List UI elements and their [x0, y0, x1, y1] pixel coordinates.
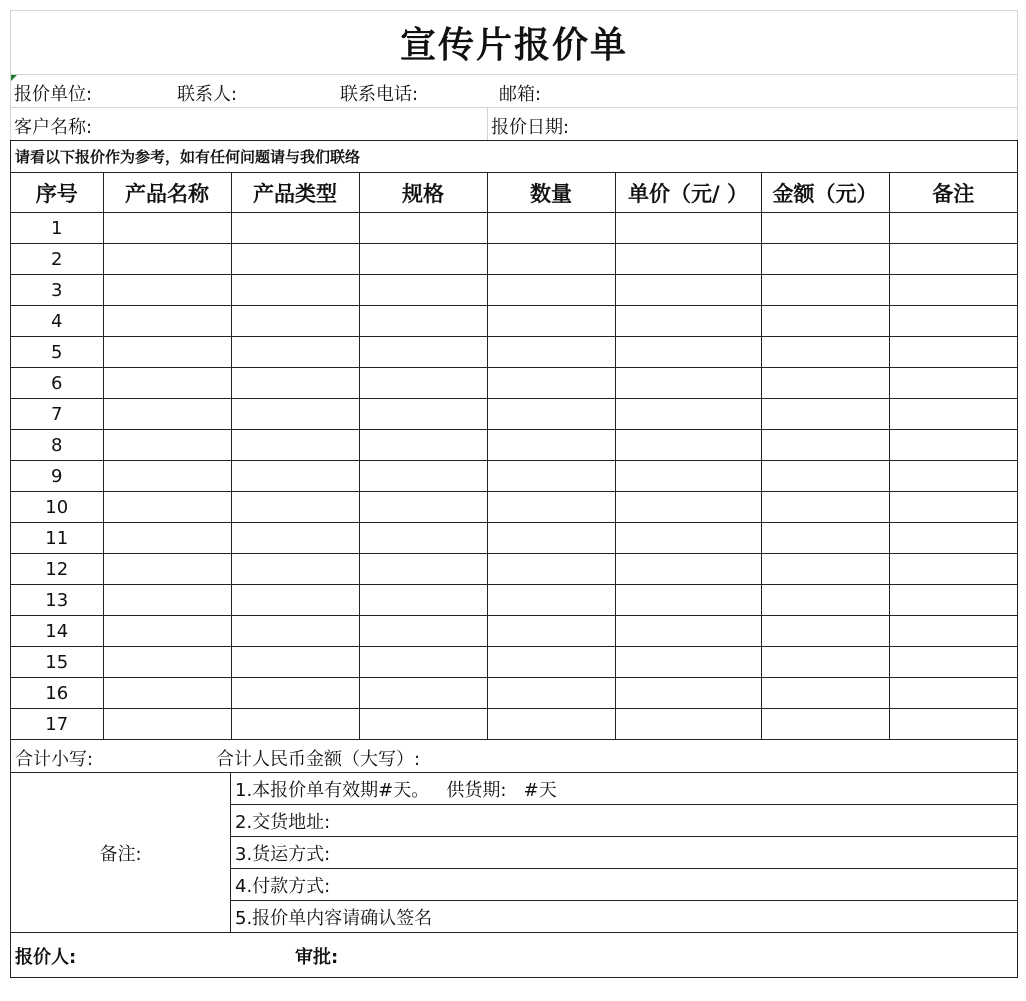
column-header[interactable]: 产品类型	[231, 173, 359, 213]
row-number-cell[interactable]: 15	[11, 647, 103, 678]
table-row	[11, 399, 1017, 430]
note-item[interactable]: 3.货运方式:	[231, 837, 1017, 869]
table-cell[interactable]	[889, 461, 1017, 492]
table-cell[interactable]	[761, 430, 889, 461]
table-cell[interactable]	[359, 554, 487, 585]
table-cell[interactable]	[761, 306, 889, 337]
table-row	[11, 213, 1017, 244]
table-row	[11, 523, 1017, 554]
table-cell[interactable]	[103, 430, 231, 461]
table-cell[interactable]	[231, 709, 359, 740]
table-cell[interactable]	[359, 275, 487, 306]
table-cell[interactable]	[889, 368, 1017, 399]
table-header-row	[11, 173, 1017, 213]
table-cell[interactable]	[761, 492, 889, 523]
table-cell[interactable]	[761, 554, 889, 585]
table-cell[interactable]	[103, 678, 231, 709]
row-number-cell[interactable]: 2	[11, 244, 103, 275]
info-row-2	[10, 107, 1018, 140]
table-cell[interactable]	[487, 337, 615, 368]
table-cell[interactable]	[487, 523, 615, 554]
table-cell[interactable]	[231, 430, 359, 461]
notes-section	[11, 773, 1017, 933]
table-cell[interactable]	[487, 461, 615, 492]
table-cell[interactable]	[615, 306, 761, 337]
table-cell[interactable]	[761, 647, 889, 678]
table-cell[interactable]	[359, 399, 487, 430]
table-cell[interactable]	[761, 244, 889, 275]
contact-label[interactable]: 联系人:	[177, 84, 238, 105]
table-body	[11, 213, 1017, 740]
note-item[interactable]: 1.本报价单有效期#天。 供货期: #天	[231, 773, 1017, 805]
table-row	[11, 492, 1017, 523]
table-cell[interactable]	[487, 244, 615, 275]
table-cell[interactable]	[615, 399, 761, 430]
table-row	[11, 368, 1017, 399]
table-cell[interactable]	[231, 647, 359, 678]
summary-row	[11, 740, 1017, 773]
table-cell[interactable]	[615, 337, 761, 368]
table-cell[interactable]	[615, 275, 761, 306]
row-number-cell[interactable]: 7	[11, 399, 103, 430]
table-cell[interactable]	[359, 492, 487, 523]
table-cell[interactable]	[487, 399, 615, 430]
table-cell[interactable]	[487, 647, 615, 678]
table-row	[11, 244, 1017, 275]
table-cell[interactable]	[487, 585, 615, 616]
table-cell[interactable]	[231, 678, 359, 709]
table-cell[interactable]	[487, 275, 615, 306]
table-cell[interactable]	[889, 399, 1017, 430]
table-cell[interactable]	[231, 461, 359, 492]
items-table	[11, 173, 1017, 740]
table-cell[interactable]	[231, 492, 359, 523]
table-cell[interactable]	[889, 275, 1017, 306]
table-cell[interactable]	[103, 585, 231, 616]
row-number-cell[interactable]: 12	[11, 554, 103, 585]
table-cell[interactable]	[615, 244, 761, 275]
table-cell[interactable]	[761, 213, 889, 244]
table-cell[interactable]	[761, 461, 889, 492]
table-cell[interactable]	[889, 709, 1017, 740]
table-cell[interactable]	[487, 430, 615, 461]
table-cell[interactable]	[359, 244, 487, 275]
table-cell[interactable]	[231, 399, 359, 430]
table-cell[interactable]	[889, 430, 1017, 461]
table-cell[interactable]	[103, 616, 231, 647]
table-cell[interactable]	[487, 678, 615, 709]
table-cell[interactable]	[103, 275, 231, 306]
table-cell[interactable]	[231, 554, 359, 585]
row-number-cell[interactable]: 4	[11, 306, 103, 337]
row-number-cell[interactable]: 14	[11, 616, 103, 647]
table-cell[interactable]	[487, 554, 615, 585]
quote-box	[10, 140, 1018, 978]
notice-text: 请看以下报价作为参考，如有任何问题请与我们联络	[11, 141, 1017, 173]
column-header[interactable]: 金额（元）	[761, 173, 889, 213]
note-item[interactable]: 5.报价单内容请确认签名	[235, 907, 433, 929]
table-cell[interactable]	[615, 430, 761, 461]
column-header[interactable]: 数量	[487, 173, 615, 213]
row-number-cell[interactable]: 16	[11, 678, 103, 709]
table-cell[interactable]	[231, 275, 359, 306]
table-cell[interactable]	[103, 492, 231, 523]
table-cell[interactable]	[761, 709, 889, 740]
table-cell[interactable]	[889, 306, 1017, 337]
row-number-cell[interactable]: 6	[11, 368, 103, 399]
table-row	[11, 275, 1017, 306]
quote-date-label[interactable]: 报价日期:	[491, 117, 570, 138]
table-cell[interactable]	[889, 492, 1017, 523]
table-cell[interactable]	[761, 678, 889, 709]
table-row	[11, 678, 1017, 709]
table-row	[11, 461, 1017, 492]
table-cell[interactable]	[103, 244, 231, 275]
table-cell[interactable]	[615, 461, 761, 492]
table-row	[11, 616, 1017, 647]
table-cell[interactable]	[889, 523, 1017, 554]
table-cell[interactable]	[359, 306, 487, 337]
table-cell[interactable]	[103, 399, 231, 430]
table-cell[interactable]	[103, 306, 231, 337]
table-cell[interactable]	[615, 368, 761, 399]
column-header[interactable]: 单价（元/ ）	[615, 173, 761, 213]
table-cell[interactable]	[889, 585, 1017, 616]
table-row	[11, 709, 1017, 740]
table-cell[interactable]	[615, 709, 761, 740]
table-cell[interactable]	[761, 523, 889, 554]
table-cell[interactable]	[487, 368, 615, 399]
row-number-cell[interactable]: 1	[11, 213, 103, 244]
table-cell[interactable]	[231, 306, 359, 337]
table-cell[interactable]	[889, 647, 1017, 678]
customer-label[interactable]: 客户名称:	[14, 117, 93, 138]
table-cell[interactable]	[889, 244, 1017, 275]
table-cell[interactable]	[103, 523, 231, 554]
table-cell[interactable]	[889, 678, 1017, 709]
table-cell[interactable]	[615, 213, 761, 244]
table-cell[interactable]	[615, 585, 761, 616]
table-cell[interactable]	[615, 492, 761, 523]
table-cell[interactable]	[615, 554, 761, 585]
total-rmb-label[interactable]: 合计人民币金额（大写）:	[216, 749, 421, 770]
table-row	[11, 554, 1017, 585]
table-cell[interactable]	[231, 368, 359, 399]
table-cell[interactable]	[487, 213, 615, 244]
table-cell[interactable]	[487, 616, 615, 647]
table-cell[interactable]	[761, 275, 889, 306]
table-cell[interactable]	[231, 337, 359, 368]
table-cell[interactable]	[103, 213, 231, 244]
notes-list	[231, 773, 1017, 932]
row-number-cell[interactable]: 13	[11, 585, 103, 616]
table-cell[interactable]	[231, 244, 359, 275]
table-row	[11, 430, 1017, 461]
subtotal-label[interactable]: 合计小写:	[15, 749, 94, 770]
column-header[interactable]: 规格	[359, 173, 487, 213]
table-cell[interactable]	[487, 306, 615, 337]
notes-label: 备注:	[11, 773, 231, 932]
table-cell[interactable]	[359, 647, 487, 678]
table-row	[11, 647, 1017, 678]
table-cell[interactable]	[487, 492, 615, 523]
row-number-cell[interactable]: 3	[11, 275, 103, 306]
table-cell[interactable]	[889, 554, 1017, 585]
table-cell[interactable]	[231, 213, 359, 244]
info-row-1	[10, 74, 1018, 107]
column-header[interactable]: 序号	[11, 173, 103, 213]
note-item[interactable]: 2.交货地址:	[231, 805, 1017, 837]
table-cell[interactable]	[889, 337, 1017, 368]
table-cell[interactable]	[103, 709, 231, 740]
approval-label[interactable]: 审批:	[295, 947, 339, 968]
row-number-cell[interactable]: 9	[11, 461, 103, 492]
quote-unit-label[interactable]: 报价单位:	[14, 84, 93, 105]
table-cell[interactable]	[359, 678, 487, 709]
quotation-sheet	[10, 10, 1018, 978]
table-cell[interactable]	[359, 585, 487, 616]
table-cell[interactable]	[889, 213, 1017, 244]
table-cell[interactable]	[359, 523, 487, 554]
row-number-cell[interactable]: 5	[11, 337, 103, 368]
table-cell[interactable]	[103, 554, 231, 585]
table-cell[interactable]	[103, 337, 231, 368]
column-header[interactable]: 备注	[889, 173, 1017, 213]
info-divider	[487, 108, 488, 140]
table-cell[interactable]	[615, 647, 761, 678]
table-cell[interactable]	[103, 368, 231, 399]
table-cell[interactable]	[359, 430, 487, 461]
table-cell[interactable]	[615, 616, 761, 647]
table-row	[11, 306, 1017, 337]
column-header[interactable]: 产品名称	[103, 173, 231, 213]
table-cell[interactable]	[359, 368, 487, 399]
table-cell[interactable]	[359, 709, 487, 740]
table-cell[interactable]	[103, 647, 231, 678]
table-cell[interactable]	[889, 616, 1017, 647]
table-cell[interactable]	[359, 337, 487, 368]
table-cell[interactable]	[761, 368, 889, 399]
email-label[interactable]: 邮箱:	[499, 84, 542, 105]
table-cell[interactable]	[231, 616, 359, 647]
table-cell[interactable]	[761, 585, 889, 616]
row-number-cell[interactable]: 11	[11, 523, 103, 554]
table-row	[11, 585, 1017, 616]
table-cell[interactable]	[231, 523, 359, 554]
table-cell[interactable]	[103, 461, 231, 492]
table-cell[interactable]	[231, 585, 359, 616]
table-cell[interactable]	[487, 709, 615, 740]
table-cell[interactable]	[761, 616, 889, 647]
table-cell[interactable]	[761, 337, 889, 368]
row-number-cell[interactable]: 10	[11, 492, 103, 523]
table-cell[interactable]	[359, 616, 487, 647]
table-cell[interactable]	[359, 213, 487, 244]
row-number-cell[interactable]: 17	[11, 709, 103, 740]
quoter-label[interactable]: 报价人:	[15, 947, 77, 968]
row-number-cell[interactable]: 8	[11, 430, 103, 461]
note-item[interactable]: 4.付款方式:	[231, 869, 1017, 901]
phone-label[interactable]: 联系电话:	[340, 84, 419, 105]
sheet-title: 宣传片报价单	[10, 10, 1018, 74]
table-cell[interactable]	[615, 678, 761, 709]
sign-row	[11, 933, 1017, 978]
table-row	[11, 337, 1017, 368]
table-cell[interactable]	[359, 461, 487, 492]
table-cell[interactable]	[761, 399, 889, 430]
table-cell[interactable]	[615, 523, 761, 554]
